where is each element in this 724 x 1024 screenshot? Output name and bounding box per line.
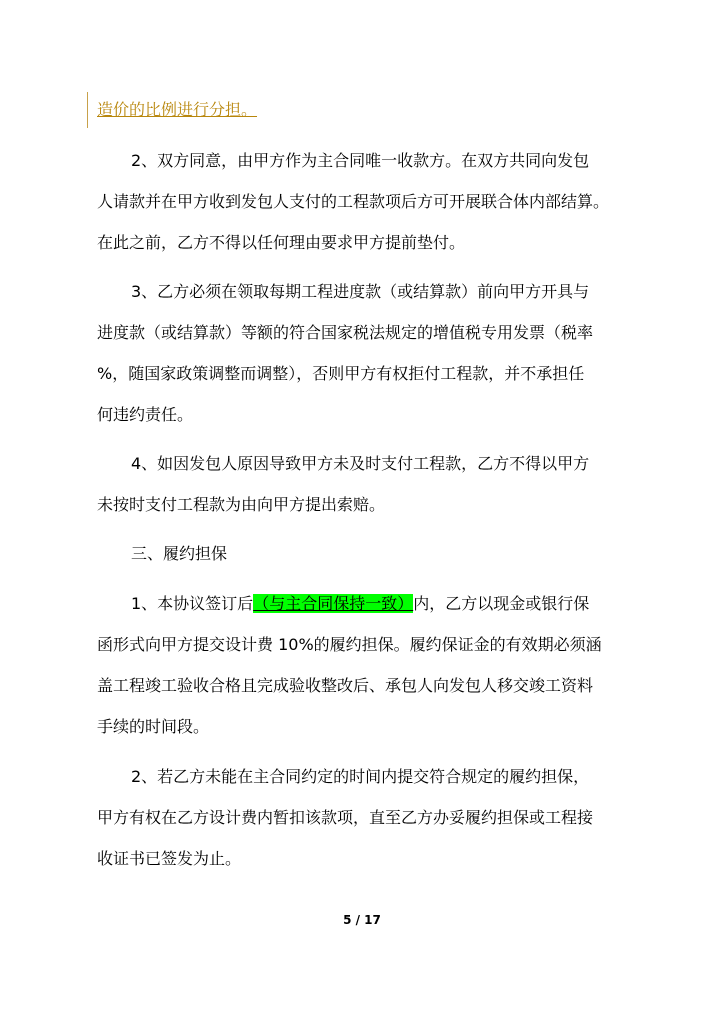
paragraph-line: 函形式向甲方提交设计费 10%的履约担保。履约保证金的有效期必须涵 <box>97 635 602 654</box>
paragraph-line: 盖工程竣工验收合格且完成验收整改后、承包人向发包人移交竣工资料 <box>97 676 594 695</box>
paragraph-line <box>97 99 257 121</box>
line-suffix: 内，乙方以现金或银行保 <box>413 594 590 613</box>
tracked-change-text: 造价的比例进行分担。 <box>97 100 258 119</box>
paragraph-line: 人请款并在甲方收到发包人支付的工程款项后方可开展联合体内部结算。 <box>97 192 610 211</box>
paragraph-line: 2、若乙方未能在主合同约定的时间内提交符合规定的履约担保， <box>131 767 590 786</box>
paragraph-line: 甲方有权在乙方设计费内暂扣该款项，直至乙方办妥履约担保或工程接 <box>97 808 594 827</box>
paragraph-line: 2、双方同意，由甲方作为主合同唯一收款方。在双方共同向发包 <box>131 151 590 170</box>
paragraph-line: 3、乙方必须在领取每期工程进度款（或结算款）前向甲方开具与 <box>131 282 590 301</box>
paragraph-line: 手续的时间段。 <box>97 717 210 736</box>
line-prefix: 1、本协议签订后 <box>131 594 254 613</box>
section-heading: 三、履约担保 <box>131 544 228 563</box>
paragraph-line: 4、如因发包人原因导致甲方未及时支付工程款，乙方不得以甲方 <box>131 454 590 473</box>
paragraph-line: 何违约责任。 <box>97 405 194 424</box>
paragraph-line: 收证书已签发为止。 <box>97 849 242 868</box>
paragraph-line: %，随国家政策调整而调整），否则甲方有权拒付工程款，并不承担任 <box>97 364 585 383</box>
highlighted-text: （与主合同保持一致） <box>253 594 414 613</box>
revision-bar <box>87 92 88 128</box>
paragraph-line: 未按时支付工程款为由向甲方提出索赔。 <box>97 495 386 514</box>
paragraph-line <box>131 593 589 615</box>
paragraph-line: 进度款（或结算款）等额的符合国家税法规定的增值税专用发票（税率 <box>97 323 594 342</box>
page-number: 5 / 17 <box>343 913 381 927</box>
paragraph-line: 在此之前，乙方不得以任何理由要求甲方提前垫付。 <box>97 233 466 252</box>
